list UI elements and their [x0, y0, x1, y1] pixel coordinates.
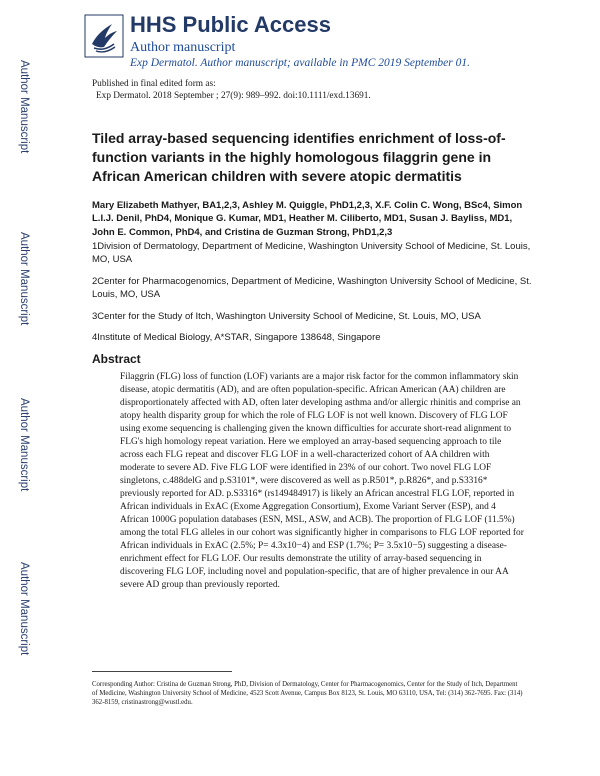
affiliation-2: 2Center for Pharmacogenomics, Department of Medicine, Washington University School of Medicine, St. Louis, MO, USA	[92, 275, 532, 301]
pmc-availability[interactable]: Exp Dermatol. Author manuscript; available in PMC 2019 September 01.	[130, 57, 470, 69]
footnote-rule	[92, 671, 232, 672]
corresponding-author: Corresponding Author: Cristina de Guzman Strong, PhD, Division of Dermatology, Center for Pharmacogenomics, Center for the Study of Itch, Department of Medicine, Washington University School of Medicine, 4523 Scott Avenue, Campus Box 8123, St. Louis, MO 63110, USA, Tel: (314) 362-7695. Fax: (314) 362-8159, cristinastrong@wustl.edu.	[92, 681, 523, 706]
affiliation-3: 3Center for the Study of Itch, Washington University School of Medicine, St. Louis, MO, USA	[92, 310, 481, 322]
affiliations	[92, 240, 532, 352]
citation[interactable]: Exp Dermatol. 2018 September ; 27(9): 989–992. doi:10.1111/exd.13691.	[96, 91, 371, 101]
hhs-public-access-title: HHS Public Access	[130, 12, 331, 37]
author-manuscript-label: Author manuscript	[130, 40, 236, 55]
publication-info	[92, 78, 371, 102]
affiliation-1: 1Division of Dermatology, Department of Medicine, Washington University School of Medicine, St. Louis, MO, USA	[92, 241, 531, 266]
abstract-heading: Abstract	[92, 352, 141, 366]
affiliation-4: 4Institute of Medical Biology, A*STAR, Singapore 138648, Singapore	[92, 332, 381, 344]
paper-title: Tiled array-based sequencing identifies enrichment of loss-of-function variants in the highly homologous filaggrin gene in African American children with severe atopic dermatitis	[92, 130, 506, 184]
abstract-text: Filaggrin (FLG) loss of function (LOF) variants are a major risk factor for the common inflammatory skin disease, atopic dermatitis (AD), and are often population-specific. African American (AA) children are disproportionately affected with AD, often later developing asthma and/or allergic rhinitis and comprise an atopy health disparity group for which the role of FLG LOF is not well known. Discovery of FLG LOF using exome sequencing is challenging given the known difficulties for accurate short-read alignment to FLG's high homology repeat variation. Here we employed an array-based sequencing approach to tile across each FLG repeat and discover FLG LOF in a well-characterized cohort of AA children with moderate to severe AD. Five FLG LOF were identified in 23% of our cohort. Two novel FLG LOF singletons, c.488delG and p.S3101*, were discovered as well as p.R501*, p.R826*, and p.S3316* previously reported for AD. p.S3316* (rs149484917) is likely an African ancestral FLG LOF, reported in African individuals in ExAC (Exome Aggregation Consortium), Exome Variant Server (ESP), and 4 African 1000G population databases (ESN, MSL, ASW, and ACB). The proportion of FLG LOF (11.5%) among the total FLG alleles in our cohort was significantly higher in comparisons to FLG LOF reported for African individuals in ExAC (2.5%; P= 4.3x10−4) and ESP (1.7%; P= 3.5x10−5) suggesting a disease-enrichment effect for FLG LOF. Our results demonstrate the utility of array-based sequencing in discovering FLG LOF, including novel and population-specific, that are of higher prevalence in our AA severe AD group than previously reported.	[120, 372, 524, 590]
author-list: Mary Elizabeth Mathyer, BA1,2,3, Ashley M. Quiggle, PhD1,2,3, X.F. Colin C. Wong, BSc4, Simon L.I.J. Denil, PhD4, Monique G. Kumar, MD1, Heather M. Ciliberto, MD1, Susan J. Bayliss, MD1, John E. Common, PhD4, and Cristina de Guzman Strong, PhD1,2,3	[92, 200, 523, 238]
published-label: Published in final edited form as:	[92, 79, 216, 89]
hhs-eagle-logo-icon	[84, 14, 124, 58]
header	[84, 14, 574, 72]
